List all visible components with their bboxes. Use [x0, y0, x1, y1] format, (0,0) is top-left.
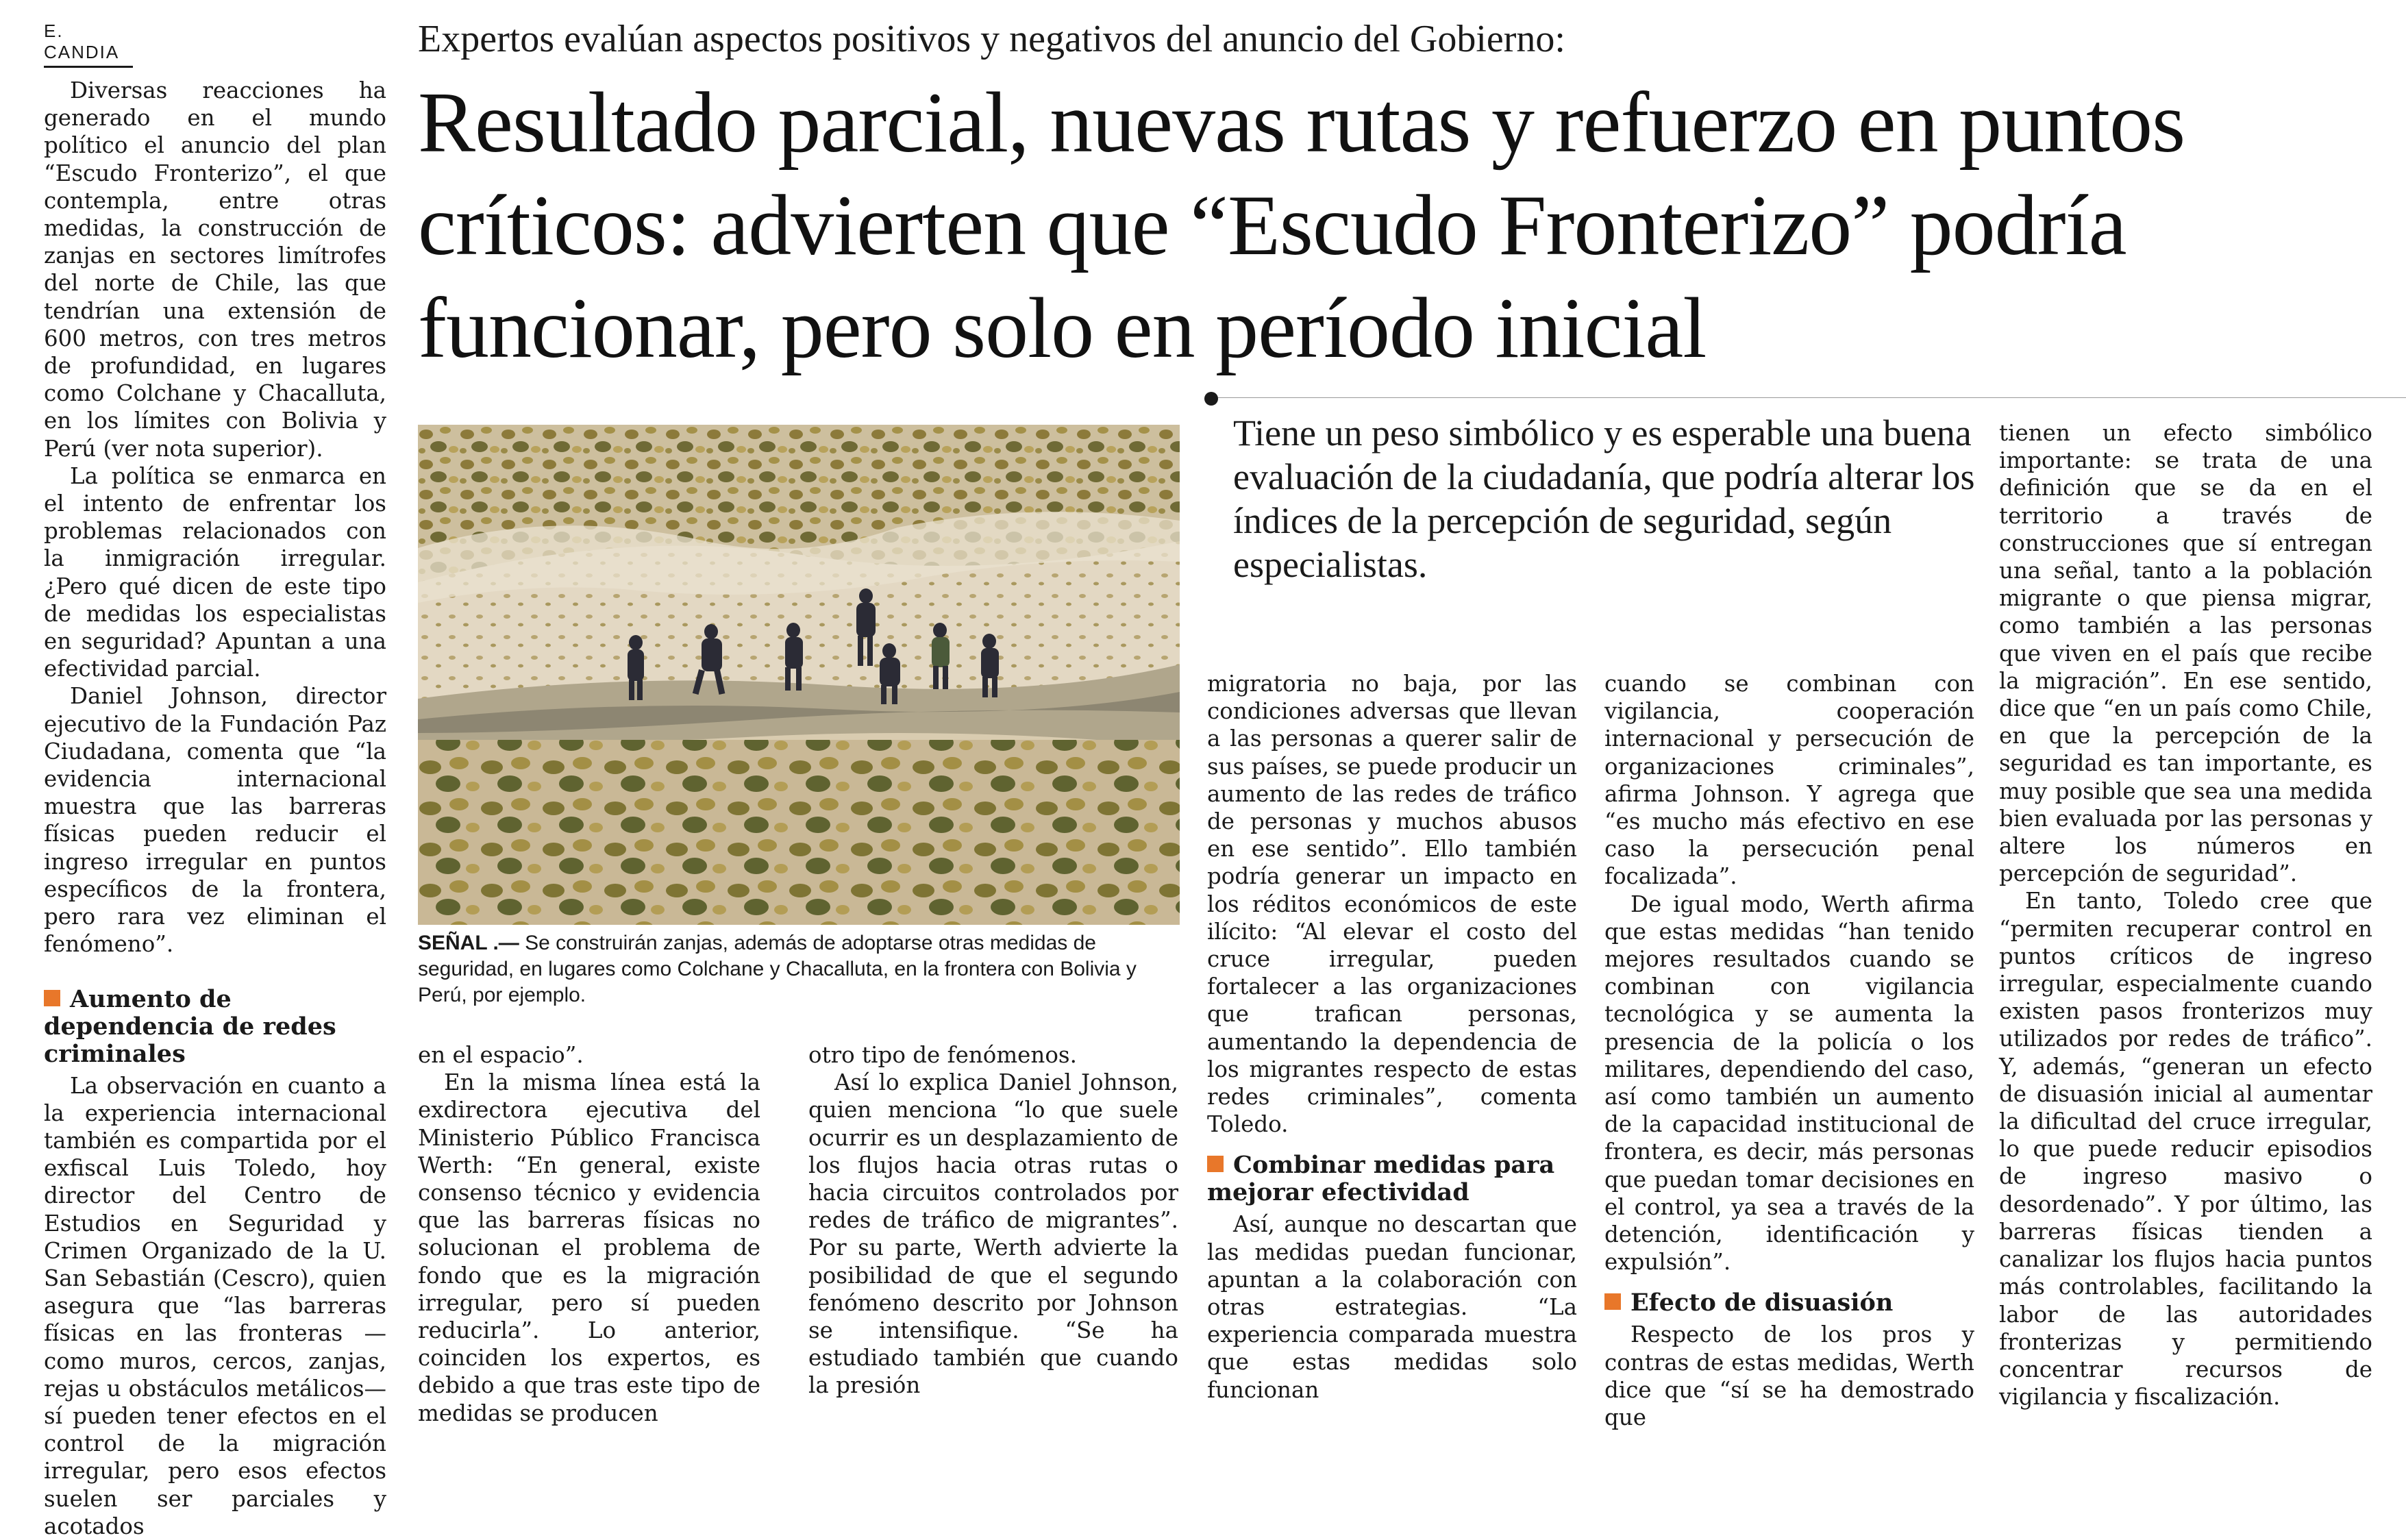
pull-quote: Tiene un peso simbólico y es esperable una buena evaluación de la ciudadanía, que podría alterar los índices de la percepción de seguridad, según especialistas. — [1233, 412, 1975, 585]
article-column-1 — [44, 77, 386, 1540]
byline: E. CANDIA — [44, 21, 133, 68]
article-column-3 — [808, 1041, 1178, 1400]
kicker: Expertos evalúan aspectos positivos y negativos del anuncio del Gobierno: — [418, 18, 1565, 60]
paragraph: tienen un efecto simbólico importante: se trata de una definición que se da en el territorio a través de construcciones que sí entregan una señal, tanto a la población migrante o que piensa migrar, como también a las personas que viven en el país que recibe la migración”. En ese sentido, dice que “en un país como Chile, en que la percepción de la seguridad es tan importante, es muy posible que sea una medida bien evaluada por las personas y altere los números en percepción de seguridad”. — [1999, 420, 2372, 887]
paragraph: en el espacio”. — [418, 1042, 584, 1068]
section-subhead — [1207, 1152, 1577, 1206]
paragraph: En tanto, Toledo cree que “permiten recuperar control en puntos críticos de ingreso irregular, especialmente cuando existen pasos fronterizos muy utilizados por redes de tráfico”. Y, además, “generan un efecto de disuasión inicial al aumentar la dificultad del cruce irregular, lo que puede reducir episodios de ingreso masivo o desordenado”. Y por último, las barreras físicas tienden a canalizar los flujos hacia puntos más controlables, facilitando la labor de las autoridades fronterizas y permitiendo concentrar recursos de vigilancia y fiscalización. — [1999, 888, 2372, 1411]
orange-square-bullet — [1207, 1156, 1224, 1172]
photo-border-crossing — [418, 425, 1180, 925]
headline: Resultado parcial, nuevas rutas y refuerzo en puntos críticos: advierten que “Escudo Fronterizo” podría funcionar, pero solo en período inicial — [418, 75, 2185, 376]
article-column-4 — [1207, 670, 1577, 1404]
paragraph: Respecto de los pros y contras de estas medidas, Werth dice que “sí se ha demostrado que — [1604, 1321, 1974, 1431]
article-column-5 — [1604, 670, 1974, 1431]
paragraph: Así lo explica Daniel Johnson, quien menciona “lo que suele ocurrir es un desplazamiento de los flujos hacia otras rutas o hacia circuitos controlados por redes de tráfico de migrantes”. Por su parte, Werth advierte la posibilidad de que el segundo fenómeno descrito por Johnson se intensifique. “Se ha estudiado también que cuando la presión — [808, 1069, 1178, 1399]
pullquote-dot — [1204, 392, 1218, 406]
subhead-text: Combinar medidas para mejorar efectividad — [1207, 1151, 1555, 1207]
caption-text: Se construirán zanjas, además de adoptarse otras medidas de seguridad, en lugares como Colchane y Chacalluta, en la frontera con Bolivia y Perú, por ejemplo. — [418, 932, 1137, 1006]
paragraph: Daniel Johnson, director ejecutivo de la Fundación Paz Ciudadana, comenta que “la evidencia internacional muestra que las barreras físicas pueden reducir el ingreso irregular en puntos específicos de la frontera, pero rara vez eliminan el fenómeno”. — [44, 683, 386, 958]
orange-square-bullet — [1604, 1293, 1621, 1310]
paragraph: La observación en cuanto a la experiencia internacional también es compartida por el exfiscal Luis Toledo, hoy director del Centro de Estudios en Seguridad y Crimen Organizado de la U. San Sebastián (Cescro), quien asegura que “las barreras físicas en las fronteras —como muros, cercos, zanjas, rejas u obstáculos metálicos— sí pueden tener efectos en el control de la migración irregular, pero esos efectos suelen ser parciales y acotados — [44, 1072, 386, 1539]
paragraph: La política se enmarca en el intento de enfrentar los problemas relacionados con la inmigración irregular. ¿Pero qué dicen de este tipo de medidas los especialistas en seguridad? Apuntan a una efectividad parcial. — [44, 462, 386, 682]
paragraph: migratoria no baja, por las condiciones adversas que llevan a las personas a querer salir de sus países, se puede producir un aumento de las redes de tráfico de personas y muchos abusos en ese sentido”. Ello también podría generar un impacto en los réditos económicos de este ilícito: “Al elevar el costo del cruce irregular, pueden fortalecer a las organizaciones que trafican personas, aumentando la dependencia de los migrantes respecto de estas redes criminales”, comenta Toledo. — [1207, 671, 1577, 1138]
caption-label: SEÑAL .— — [418, 932, 519, 954]
paragraph: otro tipo de fenómenos. — [808, 1042, 1077, 1068]
paragraph: Diversas reacciones ha generado en el mundo político el anuncio del plan “Escudo Fronterizo”, el que contempla, entre otras medidas, la construcción de zanjas en sectores limítrofes del norte de Chile, las que tendrían una extensión de 600 metros, con tres metros de profundidad, en lugares como Colchane y Chacalluta, en los límites con Bolivia y Perú (ver nota superior). — [44, 77, 386, 462]
paragraph: Así, aunque no descartan que las medidas puedan funcionar, apuntan a la colaboración con otras estrategias. “La experiencia comparada muestra que estas medidas solo funcionan — [1207, 1211, 1577, 1403]
paragraph: cuando se combinan con vigilancia, cooperación internacional y persecución de organizaciones criminales”, afirma Johnson. Y agrega que “es mucho más efectivo en ese caso la persecución penal focalizada”. — [1604, 671, 1974, 890]
article-column-2 — [418, 1041, 760, 1427]
section-subhead — [44, 986, 386, 1068]
paragraph: De igual modo, Werth afirma que estas medidas “han tenido mejores resultados cuando se combinan con vigilancia tecnológica y se aumenta la presencia de la policía o los militares, dependiendo del caso, así como también un aumento de la capacidad institucional de frontera, es decir, más personas que puedan tomar decisiones en el control, ya sea a través de la detención, identificación y expulsión”. — [1604, 891, 1974, 1276]
section-subhead — [1604, 1289, 1974, 1317]
paragraph: En la misma línea está la exdirectora ejecutiva del Ministerio Público Francisca Werth: “En general, existe consenso técnico y evidencia que las barreras físicas no solucionan el problema de fondo que es la migración irregular, pero sí pueden reducirla”. Lo anterior, coinciden los expertos, es debido a que tras este tipo de medidas se producen — [418, 1069, 760, 1426]
article-column-6 — [1999, 419, 2372, 1411]
pullquote-divider — [1206, 397, 2406, 398]
subhead-text: Efecto de disuasión — [1630, 1289, 1894, 1317]
photo-caption — [418, 930, 1180, 1008]
orange-square-bullet — [44, 990, 60, 1006]
subhead-text: Aumento de dependencia de redes criminales — [44, 984, 336, 1068]
